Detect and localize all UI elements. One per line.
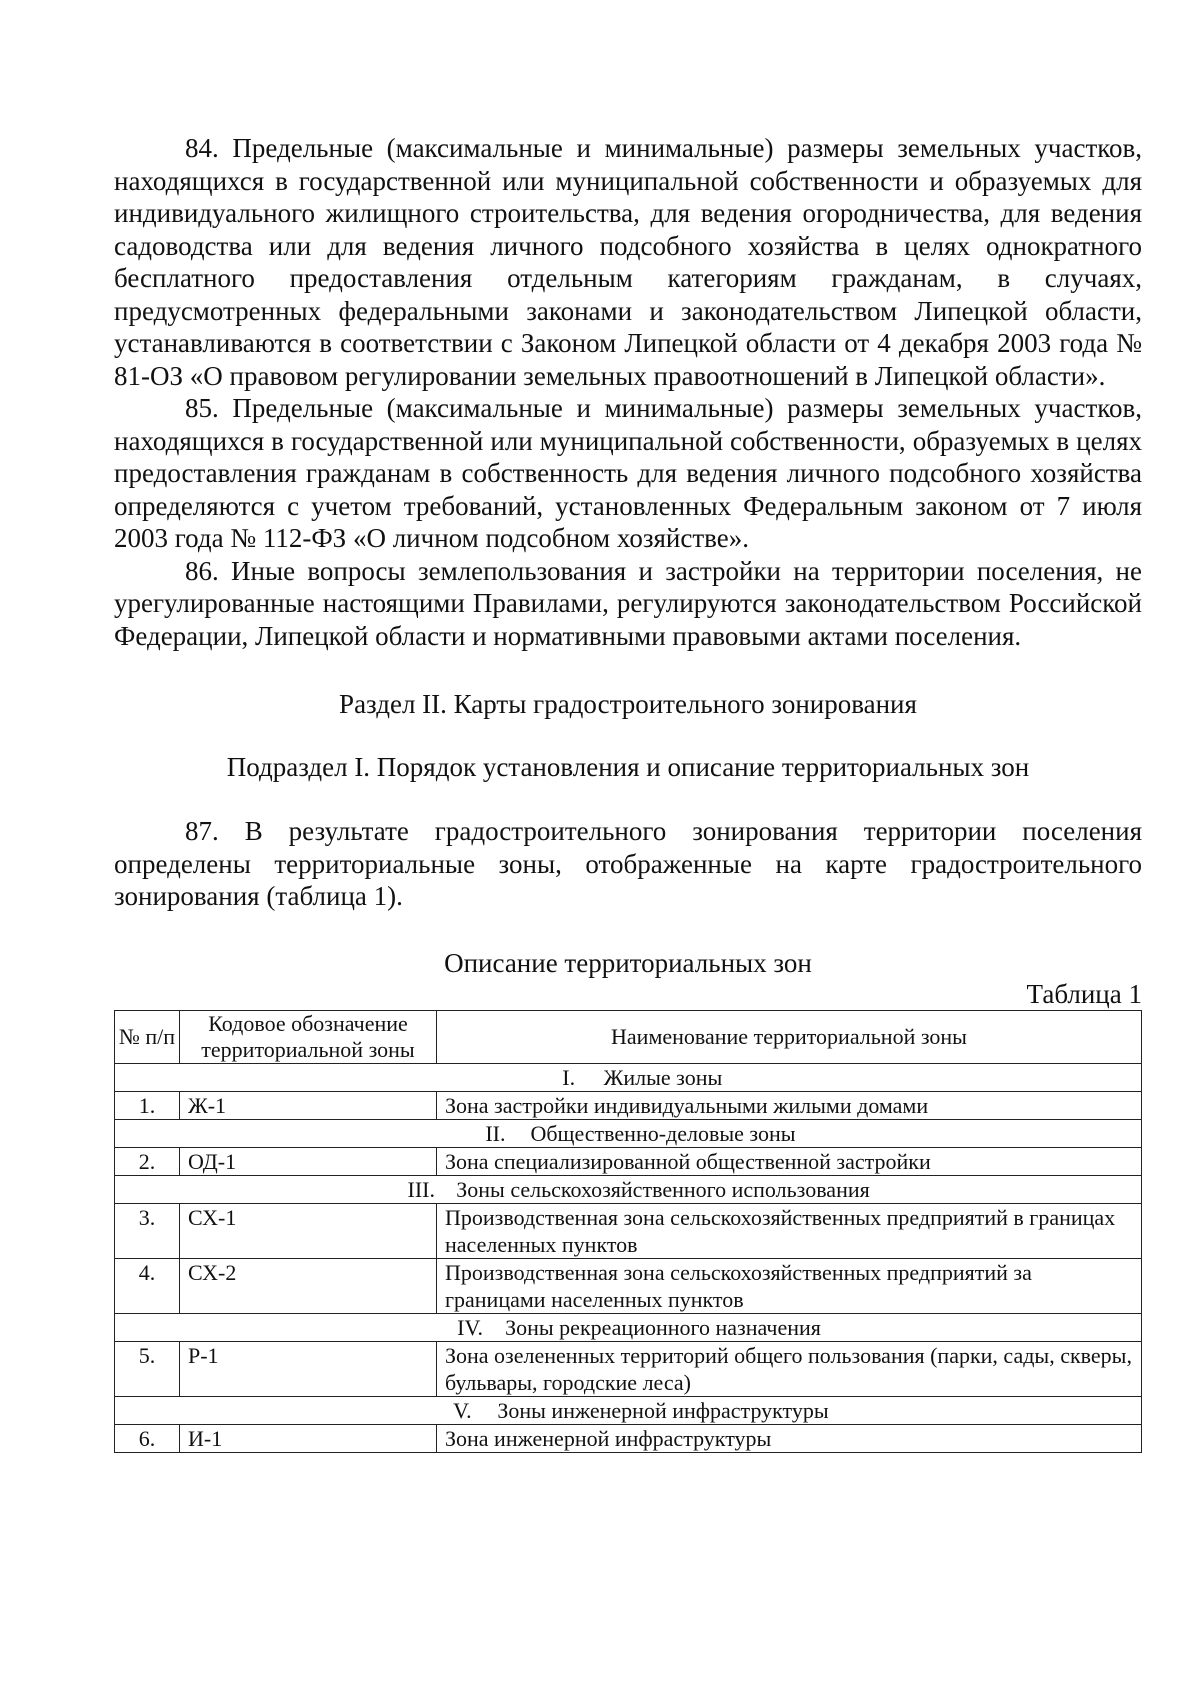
- table-group-row: [115, 1314, 1142, 1342]
- table-group-row: [115, 1397, 1142, 1425]
- table-row: [115, 1259, 1142, 1314]
- table-group-row: [115, 1176, 1142, 1204]
- row-code-cell: Р-1: [180, 1342, 437, 1397]
- group-title: Жилые зоны: [603, 1065, 723, 1090]
- document-page: [114, 132, 1142, 1453]
- row-code-cell: СХ-1: [180, 1204, 437, 1259]
- row-name-cell: Зона озелененных территорий общего пользования (парки, сады, скверы, бульвары, городские леса): [437, 1342, 1142, 1397]
- zones-table-body: [115, 1011, 1142, 1453]
- row-num-cell: 4.: [115, 1259, 180, 1314]
- group-title: Зоны сельскохозяйственного использования: [456, 1177, 870, 1202]
- table-row: [115, 1425, 1142, 1453]
- header-code: Кодовое обозначение территориальной зоны: [180, 1011, 437, 1064]
- row-name-cell: Производственная зона сельскохозяйственных предприятий за границами населенных пунктов: [437, 1259, 1142, 1314]
- group-title: Зоны инженерной инфраструктуры: [497, 1398, 829, 1423]
- row-name-cell: Зона специализированной общественной застройки: [437, 1148, 1142, 1176]
- paragraph-85: 85. Предельные (максимальные и минимальные) размеры земельных участков, находящихся в государственной или муниципальной собственности, образуемых в целях предоставления гражданам в собственность для ведения личного подсобного хозяйства определяются с учетом требований, установленных Федеральным законом от 7 июля 2003 года № 112-ФЗ «О личном подсобном хозяйстве».: [114, 393, 1142, 553]
- table-row: [115, 1092, 1142, 1120]
- section-heading: Раздел II. Карты градостроительного зонирования: [339, 689, 917, 719]
- group-heading-cell: [115, 1064, 1142, 1092]
- group-title: Зоны рекреационного назначения: [505, 1315, 821, 1340]
- row-num-cell: 3.: [115, 1204, 180, 1259]
- row-num-cell: 5.: [115, 1342, 180, 1397]
- group-heading-cell: [115, 1397, 1142, 1425]
- table-label: Таблица 1: [1026, 979, 1142, 1009]
- row-name-cell: Производственная зона сельскохозяйственных предприятий в границах населенных пунктов: [437, 1204, 1142, 1259]
- subsection-heading: Подраздел I. Порядок установления и описание территориальных зон: [226, 751, 1030, 782]
- table-row: [115, 1148, 1142, 1176]
- table-row: [115, 1204, 1142, 1259]
- table-row: [115, 1342, 1142, 1397]
- table-title: Описание территориальных зон: [444, 947, 812, 978]
- row-code-cell: И-1: [180, 1425, 437, 1453]
- row-name-cell: Зона застройки индивидуальными жилыми домами: [437, 1092, 1142, 1120]
- table-header-row: [115, 1011, 1142, 1064]
- table-group-row: [115, 1064, 1142, 1092]
- header-name: Наименование территориальной зоны: [437, 1011, 1142, 1064]
- row-code-cell: СХ-2: [180, 1259, 437, 1314]
- group-roman-numeral: V.: [453, 1398, 472, 1423]
- row-name-cell: Зона инженерной инфраструктуры: [437, 1425, 1142, 1453]
- row-num-cell: 6.: [115, 1425, 180, 1453]
- group-heading-cell: [115, 1176, 1142, 1204]
- row-num-cell: 2.: [115, 1148, 180, 1176]
- group-roman-numeral: III.: [407, 1177, 435, 1202]
- row-code-cell: Ж-1: [180, 1092, 437, 1120]
- group-roman-numeral: I.: [562, 1065, 576, 1090]
- group-title: Общественно-деловые зоны: [530, 1121, 796, 1146]
- paragraph-87: 87. В результате градостроительного зонирования территории поселения определены территориальные зоны, отображенные на карте градостроительного зонирования (таблица 1).: [114, 816, 1142, 911]
- paragraph-84: 84. Предельные (максимальные и минимальные) размеры земельных участков, находящихся в государственной или муниципальной собственности и образуемых для индивидуального жилищного строительства, для ведения огородничества, для ведения садоводства или для ведения личного подсобного хозяйства в целях однократного бесплатного предоставления отдельным категориям гражданам, в случаях, предусмотренных федеральными законами и законодательством Липецкой области, устанавливаются в соответствии с Законом Липецкой области от 4 декабря 2003 года № 81-ОЗ «О правовом регулировании земельных правоотношений в Липецкой области».: [114, 133, 1142, 391]
- zones-table: [114, 1010, 1142, 1453]
- header-num: № п/п: [115, 1011, 180, 1064]
- table-group-row: [115, 1120, 1142, 1148]
- group-heading-cell: [115, 1120, 1142, 1148]
- row-num-cell: 1.: [115, 1092, 180, 1120]
- group-roman-numeral: II.: [485, 1121, 506, 1146]
- group-heading-cell: [115, 1314, 1142, 1342]
- group-roman-numeral: IV.: [457, 1315, 484, 1340]
- row-code-cell: ОД-1: [180, 1148, 437, 1176]
- paragraph-86: 86. Иные вопросы землепользования и застройки на территории поселения, не урегулированные настоящими Правилами, регулируются законодательством Российской Федерации, Липецкой области и нормативными правовыми актами поселения.: [114, 555, 1142, 651]
